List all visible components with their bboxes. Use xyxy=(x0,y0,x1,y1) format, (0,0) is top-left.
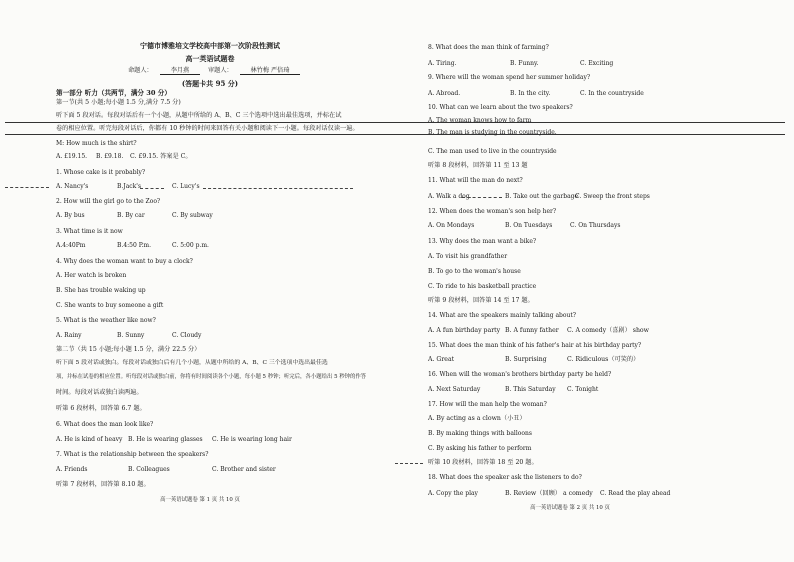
q4-option-b: B. She has trouble waking up xyxy=(56,287,146,294)
q4-stem: 4. Why does the woman want to buy a clock? xyxy=(56,258,193,265)
q10-stem: 10. What can we learn about the two speakers? xyxy=(428,104,573,111)
q1-option-c: C. Lucy's xyxy=(172,183,200,190)
section1-instructions-2: 卷的相应位置。听完每段对话后，你都有 10 秒钟的时间来回答有关小题和阅读下一小题。每段对话仅读一遍。 xyxy=(56,125,359,132)
q14-option-c: C. A comedy（喜剧） show xyxy=(567,327,649,334)
setter-name: 李月燕 xyxy=(160,67,200,75)
binding-line-top xyxy=(5,122,785,123)
example-stem: M: How much is the shirt? xyxy=(56,140,137,147)
q1-stem: 1. Whose cake is it probably? xyxy=(56,169,146,176)
q8-stem: 8. What does the man think of farming? xyxy=(428,44,549,51)
q5-option-b: B. Sunny xyxy=(117,332,145,339)
q7-option-c: C. Brother and sister xyxy=(212,466,276,473)
q15-stem: 15. What does the man think of his father's hair at his birthday party? xyxy=(428,342,642,349)
q8-option-c: C. Exciting xyxy=(580,60,614,67)
section1-instructions-1: 听下面 5 段对话。每段对话后有一个小题，从题中所给的 A、B、C 三个选项中选出最佳选项，并标在试 xyxy=(56,112,342,119)
example-option-c: C. £9.15. 答案是 C。 xyxy=(130,153,192,160)
q17-stem: 17. How will the man help the woman? xyxy=(428,401,547,408)
school-title: 宁德市博雅培文学校高中部第一次阶段性测试 xyxy=(140,41,280,50)
q9-option-a: A. Abroad. xyxy=(428,90,461,97)
q17-option-a: A. By acting as a clown（小丑） xyxy=(428,415,526,422)
q4-option-a: A. Her watch is broken xyxy=(56,272,127,279)
cut-line-left xyxy=(5,187,49,188)
q16-option-a: A. Next Saturday xyxy=(428,386,481,393)
q9-option-c: C. In the countryside xyxy=(580,90,644,97)
q18-option-b: B. Review（回顾） a comedy xyxy=(505,490,593,497)
q11-blank xyxy=(462,197,502,198)
q7-option-a: A. Friends xyxy=(56,466,88,473)
q6-option-c: C. He is wearing long hair xyxy=(212,436,292,443)
q9-option-b: B. In the city. xyxy=(510,90,551,97)
reviewer-label: 审题人： xyxy=(208,67,233,74)
example-option-a: A. £19.15. xyxy=(56,153,88,160)
q11-stem: 11. What will the man do next? xyxy=(428,177,523,184)
q9-stem: 9. Where will the woman spend her summer holiday? xyxy=(428,74,591,81)
q11-option-c: C. Sweep the front steps xyxy=(575,193,650,200)
q5-stem: 5. What is the weather like now? xyxy=(56,317,156,324)
section2-instructions-1: 听下面 5 段对话或独白。每段对话或独白后有几个小题，从题中所给的 A、B、C 三个选项中选出最佳选 xyxy=(56,360,328,366)
q18-stem: 18. What does the speaker ask the listeners to do? xyxy=(428,474,582,481)
listen-8: 听第 8 段材料，回答第 11 至 13 题 xyxy=(428,162,528,169)
q14-option-b: B. A funny father xyxy=(505,327,559,334)
listen-10: 听第 10 段材料，回答第 18 至 20 题。 xyxy=(428,459,538,466)
q15-option-c: C. Ridiculous（可笑的） xyxy=(567,356,640,363)
q10-option-a: A. The woman knows how to farm xyxy=(428,117,532,124)
q12-option-b: B. On Tuesdays xyxy=(505,222,553,229)
example-option-b: B. £9.18. xyxy=(96,153,124,160)
q10-option-c: C. The man used to live in the countryside xyxy=(428,148,557,155)
cut-line-right-page xyxy=(395,463,423,464)
q6-stem: 6. What does the man look like? xyxy=(56,421,154,428)
q18-option-a: A. Copy the play xyxy=(428,490,478,497)
q17-option-b: B. By making things with balloons xyxy=(428,430,532,437)
q14-option-a: A. A fun birthday party xyxy=(428,327,501,334)
q2-option-a: A. By bus xyxy=(56,212,85,219)
footer-left: 高一英语试题卷 第 1 页 共 10 页 xyxy=(160,497,240,503)
q15-option-a: A. Great xyxy=(428,356,455,363)
part1-heading: 第一部分 听力（共两节，满分 30 分） xyxy=(56,89,171,97)
q1-option-a: A. Nancy's xyxy=(56,183,89,190)
q6-option-a: A. He is kind of heavy xyxy=(56,436,123,443)
q10-option-b: B. The man is studying in the countryside. xyxy=(428,129,557,136)
footer-right: 高一英语试题卷 第 2 页 共 10 页 xyxy=(530,505,610,511)
q13-option-a: A. To visit his grandfather xyxy=(428,253,508,260)
q5-option-a: A. Rainy xyxy=(56,332,82,339)
listen-7: 听第 7 段材料，回答第 8.10 题。 xyxy=(56,481,150,488)
q3-option-b: B.4:50 P.m. xyxy=(117,242,152,249)
q17-option-c: C. By asking his father to perform xyxy=(428,445,532,452)
q16-option-c: C. Tonight xyxy=(567,386,599,393)
section1-heading: 第一节(共 5 小题;每小题 1.5 分,满分 7.5 分) xyxy=(56,99,181,106)
q3-stem: 3. What time is it now xyxy=(56,228,123,235)
q1-blank xyxy=(140,188,164,189)
subject-title: 高一英语试题卷 xyxy=(185,54,235,63)
q3-option-a: A.4:40Pm xyxy=(56,242,86,249)
q18-option-c: C. Read the play ahead xyxy=(600,490,671,497)
q2-stem: 2. How will the girl go to the Zoo? xyxy=(56,198,161,205)
q16-stem: 16. When will the woman's brothers birthday party be held? xyxy=(428,371,612,378)
q8-option-b: B. Funny. xyxy=(510,60,539,67)
q2-option-c: C. By subway xyxy=(172,212,213,219)
setter-label: 命题人： xyxy=(128,67,153,74)
reviewer-name: 林竹梅 严倍琦 xyxy=(240,67,300,75)
q12-option-a: A. On Mondays xyxy=(428,222,475,229)
q12-stem: 12. When does the woman's son help her? xyxy=(428,208,557,215)
q7-stem: 7. What is the relationship between the speakers? xyxy=(56,451,209,458)
q14-stem: 14. What are the speakers mainly talking about? xyxy=(428,312,576,319)
section2-instructions-2: 项，并标在试卷的相应位置。听每段对话或独白前，你将有时间阅读各个小题，每小题 5 秒钟；听完后，各小题给出 5 秒钟的作答 xyxy=(56,374,367,380)
q16-option-b: B. This Saturday xyxy=(505,386,556,393)
q13-option-c: C. To ride to his basketball practice xyxy=(428,283,537,290)
listen-9: 听第 9 段材料，回答第 14 至 17 题。 xyxy=(428,297,534,304)
total-note: (答题卡共 95 分) xyxy=(181,79,239,88)
q2-option-b: B. By car xyxy=(117,212,145,219)
section2-instructions-3: 时间。每段对话或独白读两遍。 xyxy=(56,389,143,396)
q13-option-b: B. To go to the woman's house xyxy=(428,268,521,275)
q6-option-b: B. He is wearing glasses xyxy=(128,436,203,443)
q3-option-c: C. 5:00 p.m. xyxy=(172,242,209,249)
q5-option-c: C. Cloudy xyxy=(172,332,202,339)
q15-option-b: B. Surprising xyxy=(505,356,547,363)
cut-line-right xyxy=(203,188,353,189)
section2-heading: 第二节（共 15 小题;每小题 1.5 分，满分 22.5 分） xyxy=(56,346,201,353)
q11-option-a: A. Walk a dog. xyxy=(428,193,472,200)
q7-option-b: B. Colleagues xyxy=(128,466,170,473)
q4-option-c: C. She wants to buy someone a gift xyxy=(56,302,164,309)
q12-option-c: C. On Thursdays xyxy=(570,222,621,229)
binding-line-bottom xyxy=(5,134,785,135)
listen-6: 听第 6 段材料，回答第 6.7 题。 xyxy=(56,405,146,412)
q1-option-b: B.Jack's xyxy=(117,183,142,190)
q11-option-b: B. Take out the garbage xyxy=(505,193,579,200)
q8-option-a: A. Tiring. xyxy=(428,60,457,67)
q13-stem: 13. Why does the man want a bike? xyxy=(428,238,537,245)
